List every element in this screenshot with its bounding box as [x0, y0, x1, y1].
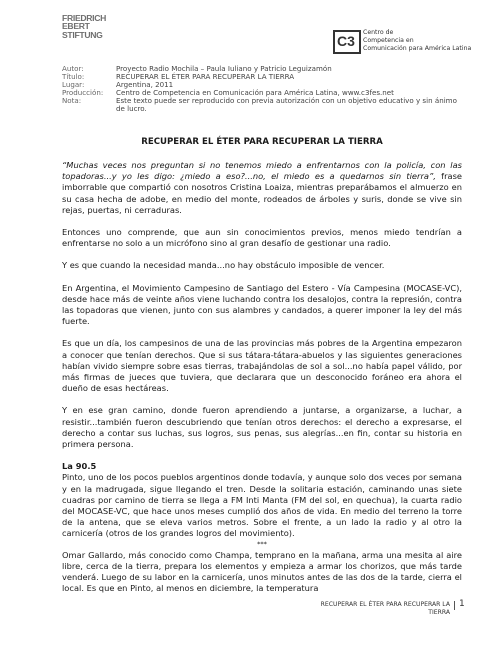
fes-logo [62, 14, 108, 39]
c3-logo-text [363, 29, 473, 52]
footer-divider [454, 601, 455, 610]
meta-key: Autor: [62, 64, 84, 73]
meta-value: Centro de Competencia en Comunicación para América Latina, www.c3fes.net [116, 88, 394, 98]
intro-rest: frase imborrable que compartió con nosotros Cristina Loaiza, mientras preparábamos el almuerzo en su casa hecha de adobe, en medio del monte, rodeados de árboles y suris, donde se vive sin rejas, puertas, ni cerraduras. [62, 171, 463, 215]
c3-logo-line: Centro de [363, 29, 394, 36]
meta-value: Este texto puede ser reproducido con previa autorización con un objetivo educativo y sin ánimo de lucro. [116, 96, 457, 114]
c3-logo-line: Competencia en [363, 36, 414, 44]
intro-paragraph [62, 160, 462, 216]
fes-logo-line: FRIEDRICH [62, 13, 107, 23]
document-title: RECUPERAR EL ÉTER PARA RECUPERAR LA TIERRA [141, 137, 383, 147]
footer-running-title: RECUPERAR EL ÉTER PARA RECUPERAR LA TIERRA [320, 601, 450, 616]
body-paragraph: Entonces uno comprende, que aun sin conocimientos previos, menos miedo tendrían a enfrentarse no solo a un micrófono sino al gran desafío de gestionar una radio. [62, 227, 462, 249]
meta-value: Proyecto Radio Mochila – Paula Iuliano y Patricio Leguizamón [116, 64, 332, 73]
document-body [62, 160, 462, 595]
meta-value: Argentina, 2011 [116, 80, 174, 90]
section-separator: *** [257, 539, 267, 548]
c3-logo-mark: C3 [337, 33, 355, 49]
metadata-table [62, 65, 462, 114]
intro-quote: “Muchas veces nos preguntan si no tenemos miedo a enfrentarnos con la policía, con las topadoras...y yo les digo: ¿miedo a eso?...no, el miedo es a quedarnos sin tierra”, [62, 160, 462, 182]
meta-key: Lugar: [62, 80, 85, 90]
c3-logo-line: Comunicación para América Latina [363, 44, 472, 52]
c3-logo-icon [333, 30, 361, 54]
body-paragraph: Es que un día, los campesinos de una de las provincias más pobres de la Argentina empezaron a conocer que tenían derechos. Que si sus tátara-tátara-abuelos y las siguientes generaciones habían vivido siempre sobre esas tierras, trabajándolas de sol a sol...no había papel válido, por más firmas de jueces que tuviera, que declarara que un desconocido foráneo era ahora el dueño de esas hectáreas. [62, 338, 462, 394]
body-paragraph: Y es que cuando la necesidad manda...no hay obstáculo imposible de vencer. [62, 260, 385, 271]
fes-logo-line: STIFTUNG [62, 29, 103, 40]
meta-key: Producción: [62, 88, 104, 98]
meta-row-note [62, 97, 462, 113]
closing-paragraph: Omar Gallardo, más conocido como Champa, temprano en la mañana, arma una mesita al aire libre, cerca de la tierra, prepara los elementos y empieza a armar los chorizos, que más tarde venderá. Luego de su labor en la carnicería, unos minutos antes de las dos de la tarde, cierra el local. Es que en Pinto, al menos en diciembre, la temperatura [62, 549, 462, 594]
body-paragraph: En Argentina, el Movimiento Campesino de Santiago del Estero - Vía Campesina (MOCASE-VC), desde hace más de veinte años viene luchando contra los desalojos, contra la represión, contra las topadoras que vienen, junto con sus alambres y candados, a querer imponer la ley del más fuerte. [62, 282, 462, 327]
meta-key: Título: [62, 72, 85, 82]
section-paragraph: Pinto, uno de los pocos pueblos argentinos donde todavía, y aunque solo dos veces por semana y en la madrugada, sigue llegando el tren. Desde la solitaria estación, caminando unas siete cuadras por camino de tierra se llega a FM Inti Manta (FM del sol, en quechua), la cuarta radio del MOCASE-VC, que hace unos meses cumplió dos años de vida. En medio del terreno la torre de la antena, que se eleva varios metros. Sobre el frente, a un lado la radio y al otro la carnicería (otros de los grandes logros del movimiento). [62, 472, 462, 539]
page-number: 1 [459, 599, 465, 609]
meta-value: RECUPERAR EL ÉTER PARA RECUPERAR LA TIERRA [116, 72, 295, 82]
section-heading: La 90.5 [62, 461, 97, 472]
fes-logo-line: EBERT [62, 21, 90, 32]
meta-key: Nota: [62, 96, 82, 106]
body-paragraph: Y en ese gran camino, donde fueron aprendiendo a juntarse, a organizarse, a luchar, a resistir...también fueron descubriendo que tenían otros derechos: el derecho a expresarse, el derecho a contar sus luchas, sus logros, sus penas, sus alegrías...en fin, contar su historia en primera persona. [62, 405, 462, 450]
